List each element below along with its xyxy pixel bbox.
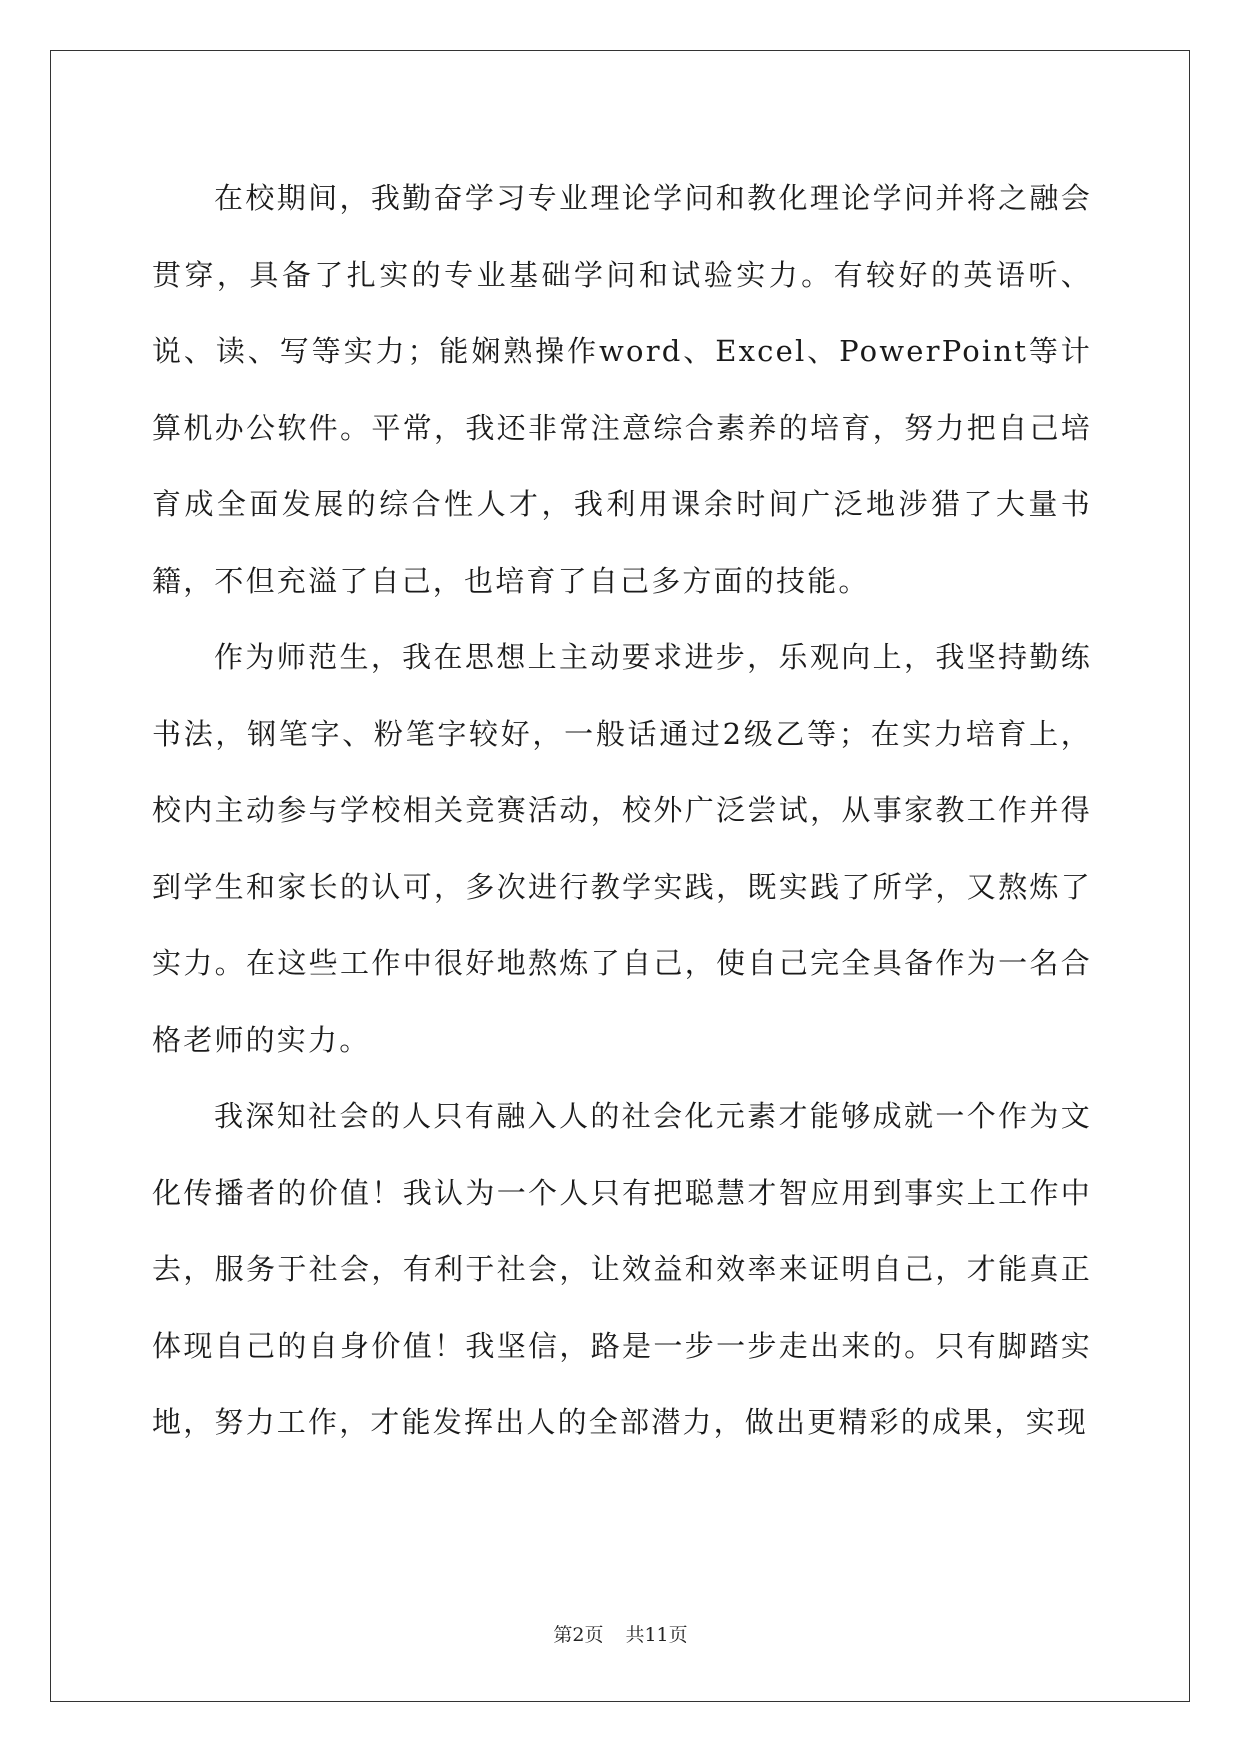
paragraph-3: 我深知社会的人只有融入人的社会化元素才能够成就一个作为文化传播者的价值！我认为一个人只有把聪慧才智应用到事实上工作中去，服务于社会，有利于社会，让效益和效率来证明自己，才能真正体现自己的自身价值！我坚信，路是一步一步走出来的。只有脚踏实地，努力工作，才能发挥出人的全部潜力，做出更精彩的成果，实现	[152, 1099, 1092, 1439]
page-number: 第2页	[553, 1624, 604, 1646]
paragraph-2: 作为师范生，我在思想上主动要求进步，乐观向上，我坚持勤练书法，钢笔字、粉笔字较好，一般话通过2级乙等；在实力培育上，校内主动参与学校相关竞赛活动，校外广泛尝试，从事家教工作并得到学生和家长的认可，多次进行教学实践，既实践了所学，又熬炼了实力。在这些工作中很好地熬炼了自己，使自己完全具备作为一名合格老师的实力。	[152, 640, 1092, 1057]
paragraph-1: 在校期间，我勤奋学习专业理论学问和教化理论学问并将之融会贯穿，具备了扎实的专业基础学问和试验实力。有较好的英语听、说、读、写等实力；能娴熟操作word、Excel、PowerPoint等计算机办公软件。平常，我还非常注意综合素养的培育，努力把自己培育成全面发展的综合性人才，我利用课余时间广泛地涉猎了大量书籍，不但充溢了自己，也培育了自己多方面的技能。	[152, 181, 1092, 598]
page-footer	[0, 1620, 1241, 1647]
page-total: 共11页	[625, 1624, 688, 1646]
document-body	[152, 160, 1092, 1461]
